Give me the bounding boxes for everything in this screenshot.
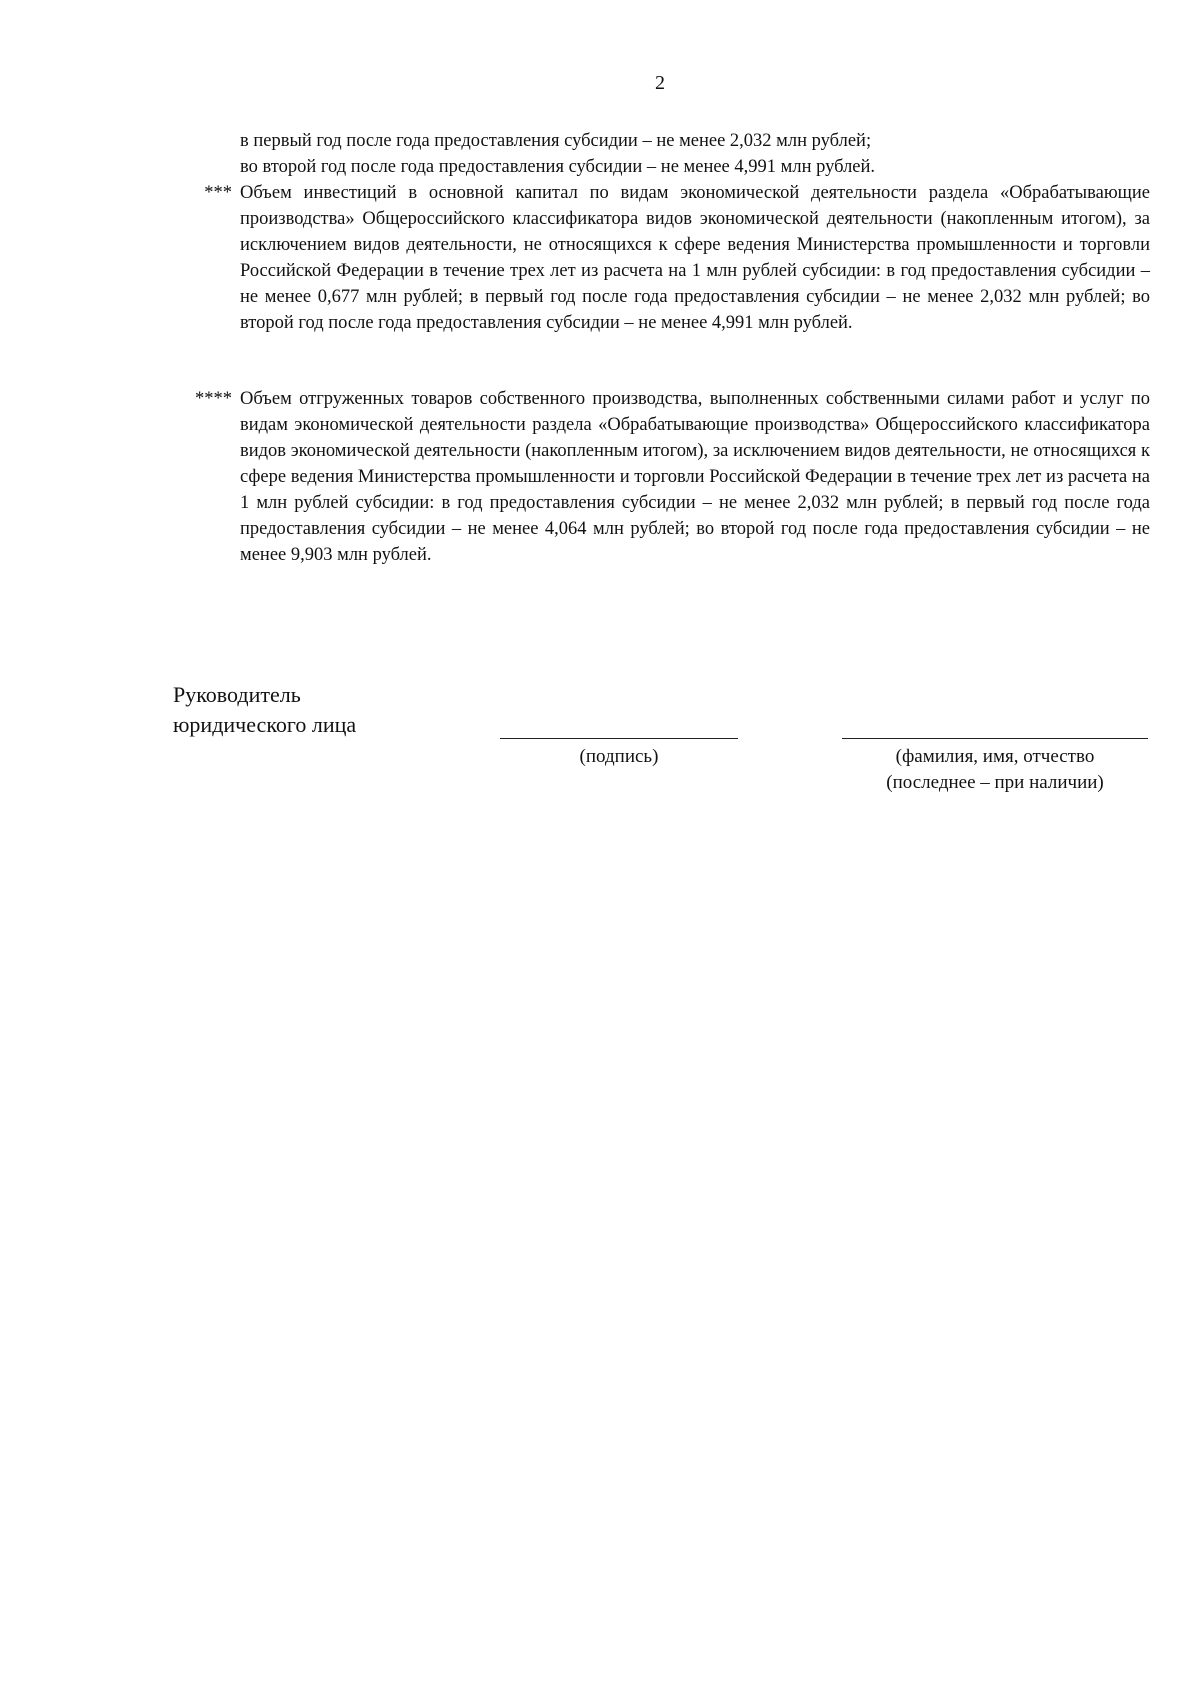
name-caption-line-1: (фамилия, имя, отчество [895, 746, 1095, 767]
footnote-paragraph: Объем отгруженных товаров собственного производства, выполненных собственными силами работ и услуг по видам экономической деятельности раздела «Обрабатывающие производства» Общероссийского классификатора видов экономической деятельности (накопленным итогом), за исключением видов деятельности, не относящихся к сфере ведения Министерства промышленности и торговли Российской Федерации в течение трех лет из расчета на 1 млн рублей субсидии: в год предоставления субсидии – не менее 2,032 млн рублей; в первый год после года предоставления субсидии – не менее 4,064 млн рублей; во второй год после года предоставления субсидии – не менее 9,903 млн рублей. [240, 389, 1150, 565]
name-caption-line-2: (последнее – при наличии) [886, 772, 1104, 793]
page-number: 2 [655, 72, 665, 94]
signer-title-line-2: юридического лица [173, 712, 357, 737]
footnote-text [240, 180, 1150, 336]
signer-title-line-1: Руководитель [173, 682, 301, 707]
continuation-line-2: во второй год после года предоставления субсидии – не менее 4,991 млн рублей. [240, 157, 876, 177]
signer-title [173, 680, 356, 740]
name-caption [842, 744, 1148, 796]
continuation-line-1: в первый год после года предоставления субсидии – не менее 2,032 млн рублей; [240, 131, 872, 151]
continuation-text [240, 128, 1150, 180]
footnote-mark: *** [204, 183, 232, 203]
footnote-shipments [176, 386, 1150, 568]
signature-line [500, 738, 738, 739]
footnote-investments [176, 180, 1150, 336]
name-line [842, 738, 1148, 739]
footnote-paragraph: Объем инвестиций в основной капитал по видам экономической деятельности раздела «Обрабатывающие производства» Общероссийского классификатора видов экономической деятельности (накопленным итогом), за исключением видов деятельности, не относящихся к сфере ведения Министерства промышленности и торговли Российской Федерации в течение трех лет из расчета на 1 млн рублей субсидии: в год предоставления субсидии – не менее 0,677 млн рублей; в первый год после года предоставления субсидии – не менее 2,032 млн рублей; во второй год после года предоставления субсидии – не менее 4,991 млн рублей. [240, 183, 1150, 333]
footnote-mark: **** [195, 389, 232, 409]
signature-caption: (подпись) [579, 746, 659, 767]
footnote-text [240, 386, 1150, 568]
